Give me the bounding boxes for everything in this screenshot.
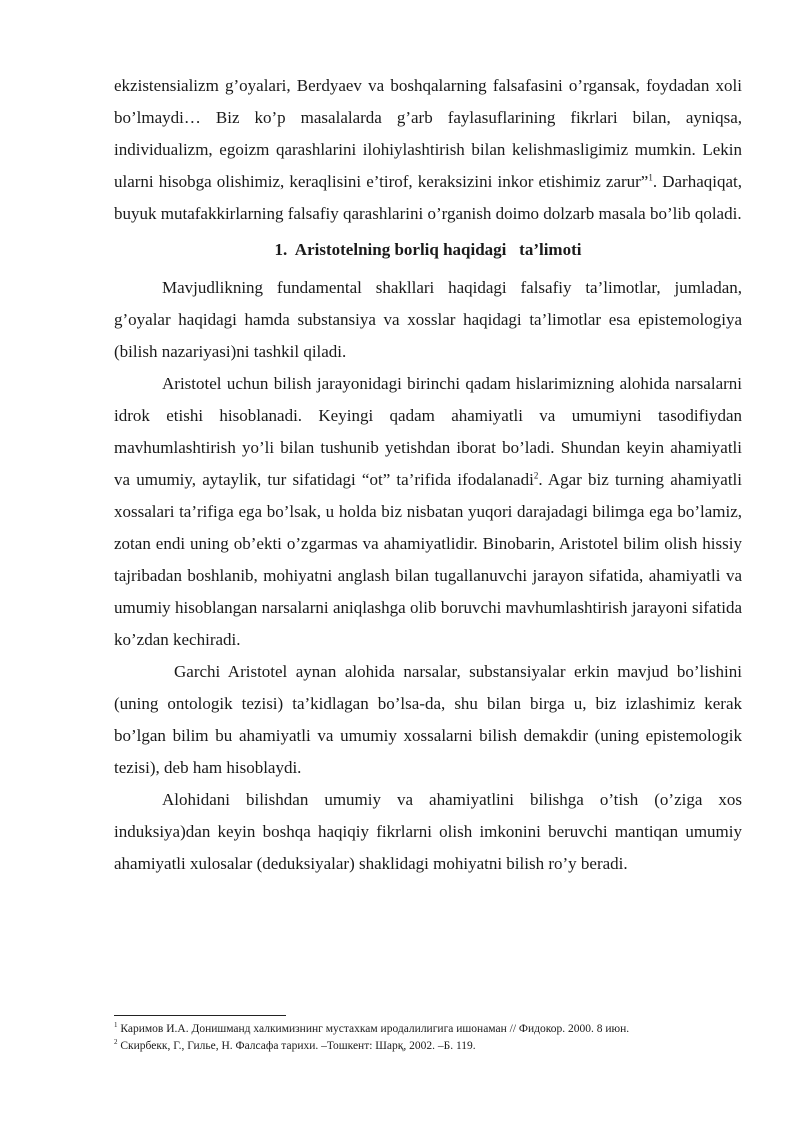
footnotes <box>114 1021 754 1055</box>
footnote-ref-1[interactable]: 1 <box>648 172 653 183</box>
footnote-divider <box>114 1015 286 1016</box>
section-heading: 1. Aristotelning borliq haqidagi ta’limoti <box>274 240 582 259</box>
footnote-ref-2[interactable]: 2 <box>533 470 539 481</box>
footnote-number-1: 1 <box>114 1021 118 1030</box>
page-body <box>114 70 742 880</box>
footnote-2 <box>114 1038 754 1055</box>
paragraph-2-text: Aristotel uchun bilish jarayonidagi birinchi qadam hislarimizning alohida narsalarni idrok etishi hisoblanadi. Keyingi qadam ahamiyatli va umumiyni tasodifiydan mavhumlashtirish yo’li bilan tushunib yetishdan iborat bo’ladi. Shundan keyin ahamiyatli va umumiy, aytaylik, tur sifatidagi “ot” ta’rifida ifodalanadi <box>114 374 742 489</box>
footnote-text-2: Скирбекк, Г., Гилье, Н. Фалсафа тарихи. –Тошкент: Шарқ, 2002. –Б. 119. <box>117 1040 476 1052</box>
paragraph-1: Mavjudlikning fundamental shakllari haqidagi falsafiy ta’limotlar, jumladan, g’oyalar haqidagi hamda substansiya va xosslar haqidagi ta’limotlar esa epistemologiya (bilish nazariyasi)ni tashkil qiladi. <box>114 278 742 361</box>
paragraph-intro-tail: . Darhaqiqat, buyuk mutafakkirlarning falsafiy qarashlarini o’rganish doimo dolzarb masala bo’lib qoladi. <box>114 172 742 223</box>
footnote-number-2: 2 <box>114 1038 118 1047</box>
paragraph-3: Garchi Aristotel aynan alohida narsalar, substansiyalar erkin mavjud bo’lishini (uning ontologik tezisi) ta’kidlagan bo’lsa-da, shu bilan birga u, biz izlashimiz kerak bo’lgan bilim bu ahamiyatli va umumiy xossalarni bilish demakdir (uning epistemologik tezisi), deb ham hisoblaydi. <box>114 662 742 777</box>
footnote-text-1: Каримов И.А. Донишманд халкимизнинг мустахкам иродалилигига ишонаман // Фидокор. 2000. 8 июн. <box>117 1023 630 1035</box>
paragraph-intro-text: ekzistensializm g’oyalari, Berdyaev va boshqalarning falsafasini o’rgansak, foydadan xoli bo’lmaydi… Biz ko’p masalalarda g’arb faylasuflarining fikrlari bilan, ayniqsa, individualizm, egoizm qarashlarini ilohiylashtirish bilan kelishmasligimiz mumkin. Lekin ularni hisobga olishimiz, keraqlisini e’tirof, keraksizini inkor etishimiz zarur” <box>114 76 742 191</box>
paragraph-intro <box>114 70 742 230</box>
footnote-1 <box>114 1021 754 1038</box>
paragraph-2-tail: . Agar biz turning ahamiyatli xossalari ta’rifiga ega bo’lsak, u holda biz nisbatan yuqori darajadagi bilimga ega bo’lamiz, zotan endi uning ob’ekti o’zgarmas va ahamiyatlidir. Binobarin, Aristotel bilim olish hissiy tajribadan boshlanib, mohiyatni anglash bilan tugallanuvchi jarayon sifatida, ahamiyatli va umumiy hisoblangan narsalarni aniqlashga olib boruvchi mavhumlashtirish jarayoni sifatida ko’zdan kechiradi. <box>114 470 742 649</box>
paragraph-2 <box>114 368 742 656</box>
paragraph-4: Alohidani bilishdan umumiy va ahamiyatlini bilishga o’tish (o’ziga xos induksiya)dan keyin boshqa haqiqiy fikrlarni olish imkonini beruvchi mantiqan umumiy ahamiyatli xulosalar (deduksiyalar) shaklidagi mohiyatni bilish ro’y beradi. <box>114 790 742 873</box>
